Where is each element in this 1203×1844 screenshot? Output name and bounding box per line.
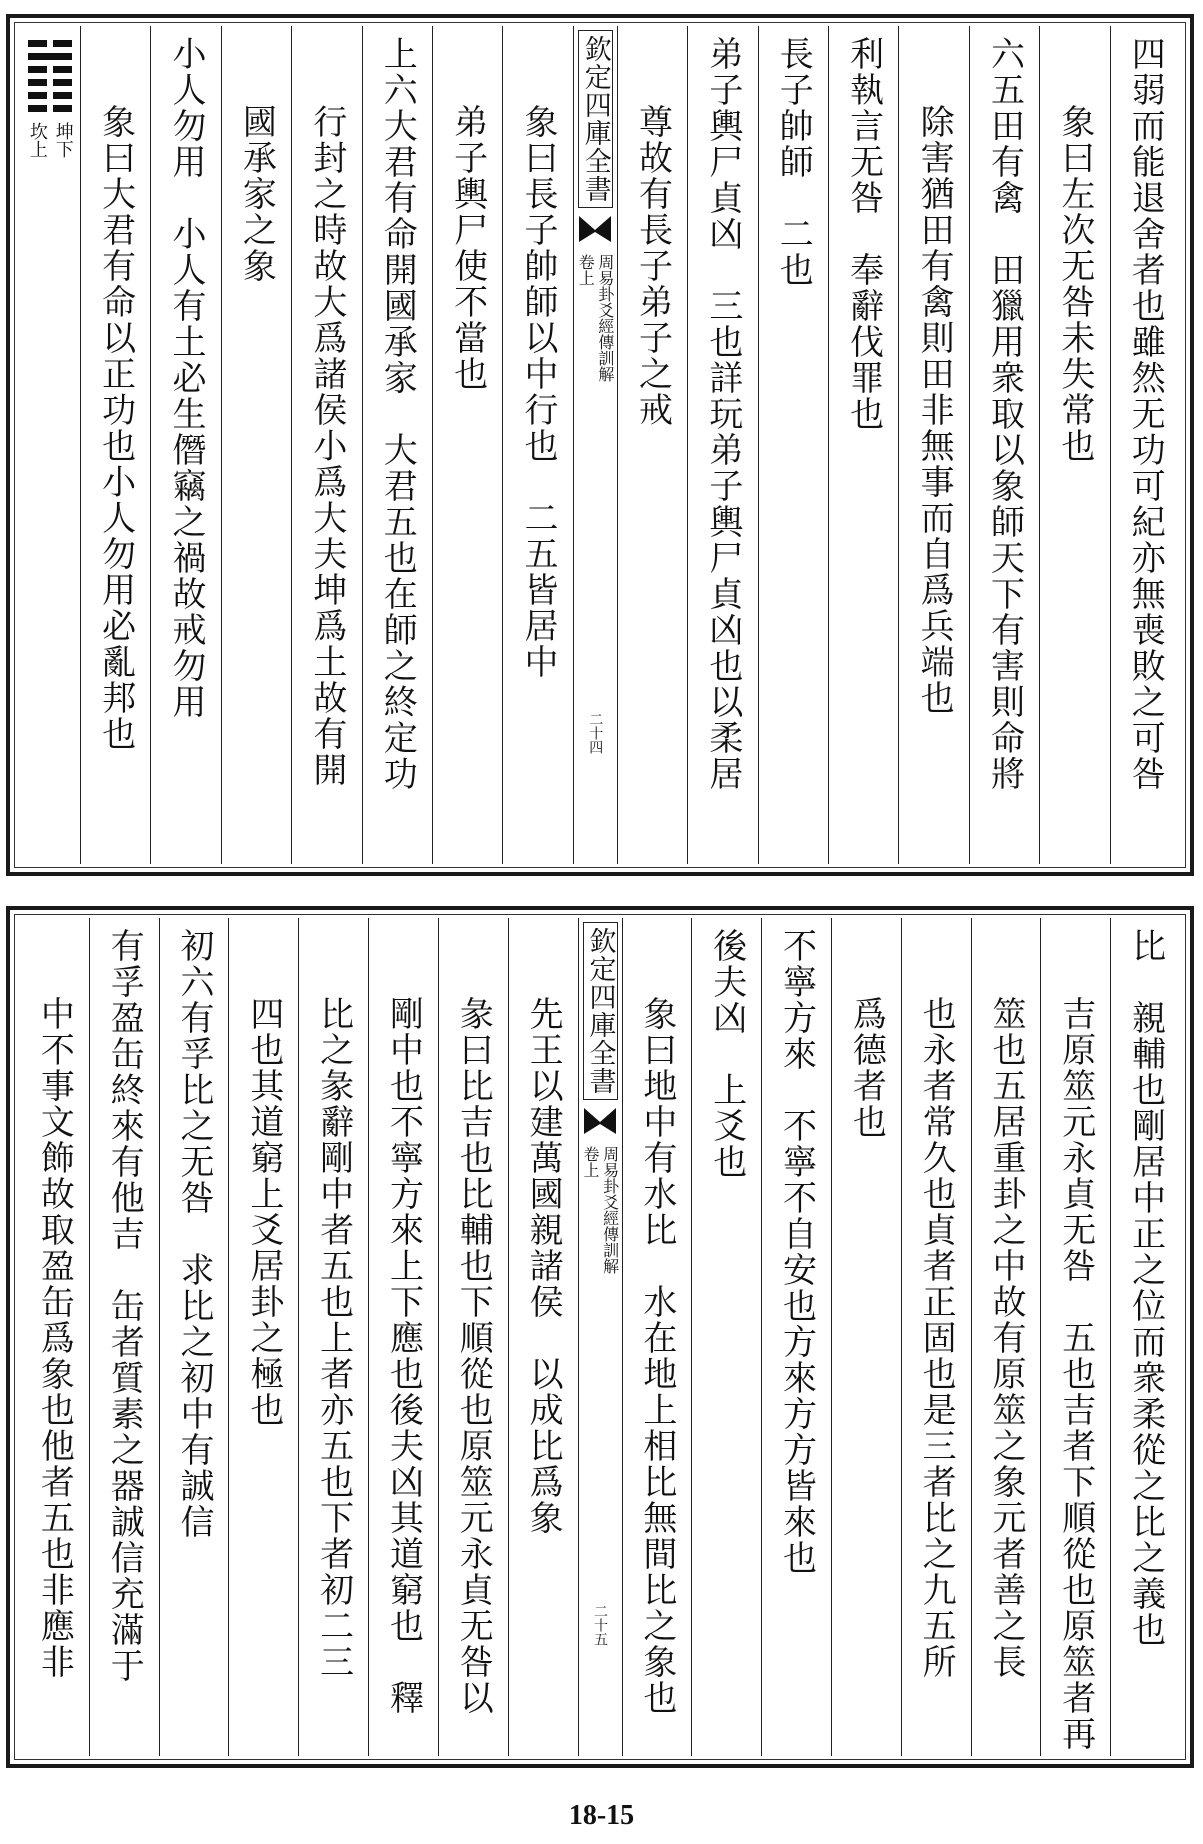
text-column <box>971 918 1041 1756</box>
fishtail-mark-icon <box>582 1106 618 1136</box>
bottom-page-panel <box>6 906 1194 1768</box>
column-text: 四弱而能退舍者也雖然无功可紀亦無喪敗之可咎 <box>1125 36 1166 792</box>
text-column <box>228 918 298 1756</box>
hexagram-column <box>20 26 80 864</box>
text-column <box>831 918 901 1756</box>
text-column <box>20 918 89 1756</box>
text-column <box>80 26 150 864</box>
column-text: 有孚盈缶終來有他吉 缶者質素之器誠信充滿于 <box>104 928 145 1684</box>
fishtail-mark-icon <box>577 214 613 244</box>
column-text: 除害猶田有禽則田非無事而自爲兵端也 <box>914 104 955 716</box>
text-column <box>298 918 368 1756</box>
book-title: 欽定四庫全書 <box>578 30 613 208</box>
text-column <box>291 26 361 864</box>
text-column <box>898 26 968 864</box>
column-text: 中不事文飾故取盈缶爲象也他者五也非應非 <box>34 996 75 1680</box>
text-column <box>508 918 578 1756</box>
top-columns <box>20 26 1180 864</box>
column-text: 象曰大君有命以正功也小人勿用必亂邦也 <box>95 104 136 752</box>
column-text: 筮也五居重卦之中故有原筮之象元者善之長 <box>985 996 1026 1680</box>
fold-book-name: 周易卦爻經傳訓解 <box>595 254 615 382</box>
column-text: 小人勿用 小人有土必生僭竊之禍故戒勿用 <box>166 36 207 720</box>
text-column <box>969 26 1039 864</box>
text-column <box>432 26 502 864</box>
column-text: 吉原筮元永貞无咎 五也吉者下順從也原筮者再 <box>1055 996 1096 1752</box>
fold-subtitle <box>577 254 614 382</box>
text-column <box>687 26 757 864</box>
page-number: 18-15 <box>568 1800 635 1831</box>
column-text: 利執言无咎 奉辭伐罪也 <box>843 36 884 432</box>
column-text: 爲德者也 <box>846 996 887 1140</box>
hexagram-bi-icon <box>28 40 72 112</box>
column-text: 象曰長子帥師以中行也 二五皆居中 <box>518 104 559 680</box>
bottom-columns <box>20 918 1180 1756</box>
fold-subtitle <box>581 1146 618 1274</box>
fold-center-column <box>573 26 617 864</box>
text-column <box>1039 26 1109 864</box>
column-text: 先王以建萬國親諸侯 以成比爲象 <box>523 996 564 1536</box>
column-text: 不寧方來 不寧不自安也方來方方皆來也 <box>776 928 817 1576</box>
text-column <box>438 918 508 1756</box>
text-column <box>1040 918 1110 1756</box>
column-text: 比 親輔也剛居中正之位而衆柔從之比之義也 <box>1125 928 1166 1648</box>
column-text: 後夫凶 上爻也 <box>706 928 747 1180</box>
hexagram-upper-label: 坎上 <box>26 122 48 158</box>
text-column <box>368 918 438 1756</box>
column-text: 也永者常久也貞者正固也是三者比之九五所 <box>916 996 957 1680</box>
column-text: 行封之時故大爲諸侯小爲大夫坤爲土故有開 <box>306 104 347 788</box>
column-text: 長子帥師 二也 <box>773 36 814 288</box>
column-text: 國承家之象 <box>236 104 277 284</box>
column-text: 弟子輿尸使不當也 <box>447 104 488 392</box>
column-text: 剛中也不寧方來上下應也後夫凶其道窮也 釋 <box>383 996 424 1716</box>
column-text: 比之彖辭剛中者五也上者亦五也下者初二三 <box>313 996 354 1680</box>
column-text: 象曰左次无咎未失常也 <box>1054 104 1095 464</box>
column-text: 尊故有長子弟子之戒 <box>632 104 673 428</box>
text-column <box>617 26 687 864</box>
top-page-panel <box>6 14 1194 876</box>
text-column <box>1110 26 1180 864</box>
text-column <box>691 918 761 1756</box>
column-text: 初六有孚比之无咎 求比之初中有誠信 <box>174 928 215 1540</box>
fold-page-number: 二十四 <box>587 712 604 754</box>
column-text: 上六大君有命開國承家 大君五也在師之終定功 <box>377 36 418 792</box>
text-column <box>502 26 572 864</box>
text-column <box>159 918 229 1756</box>
text-column <box>1110 918 1180 1756</box>
text-column <box>758 26 828 864</box>
column-text: 彖曰比吉也比輔也下順從也原筮元永貞无咎以 <box>453 996 494 1716</box>
hexagram-lower-label: 坤下 <box>52 122 74 158</box>
column-text: 六五田有禽 田獵用衆取以象師天下有害則命將 <box>984 36 1025 792</box>
fold-page-number: 二十五 <box>592 1604 608 1646</box>
text-column <box>221 26 291 864</box>
text-column <box>89 918 159 1756</box>
hexagram-labels <box>27 122 73 158</box>
fold-volume: 卷上 <box>576 254 596 286</box>
fold-volume: 卷上 <box>581 1146 600 1178</box>
column-text: 象曰地中有水比 水在地上相比無間比之象也 <box>636 996 677 1716</box>
text-column <box>828 26 898 864</box>
book-title: 欽定四庫全書 <box>583 922 618 1100</box>
text-column <box>901 918 971 1756</box>
column-text: 弟子輿尸貞凶 三也詳玩弟子輿尸貞凶也以柔居 <box>702 36 743 792</box>
column-text: 四也其道窮上爻居卦之極也 <box>243 996 284 1428</box>
fold-book-name: 周易卦爻經傳訓解 <box>600 1146 620 1274</box>
text-column <box>150 26 220 864</box>
text-column <box>362 26 432 864</box>
text-column <box>622 918 692 1756</box>
text-column <box>761 918 831 1756</box>
fold-center-column <box>578 918 622 1756</box>
